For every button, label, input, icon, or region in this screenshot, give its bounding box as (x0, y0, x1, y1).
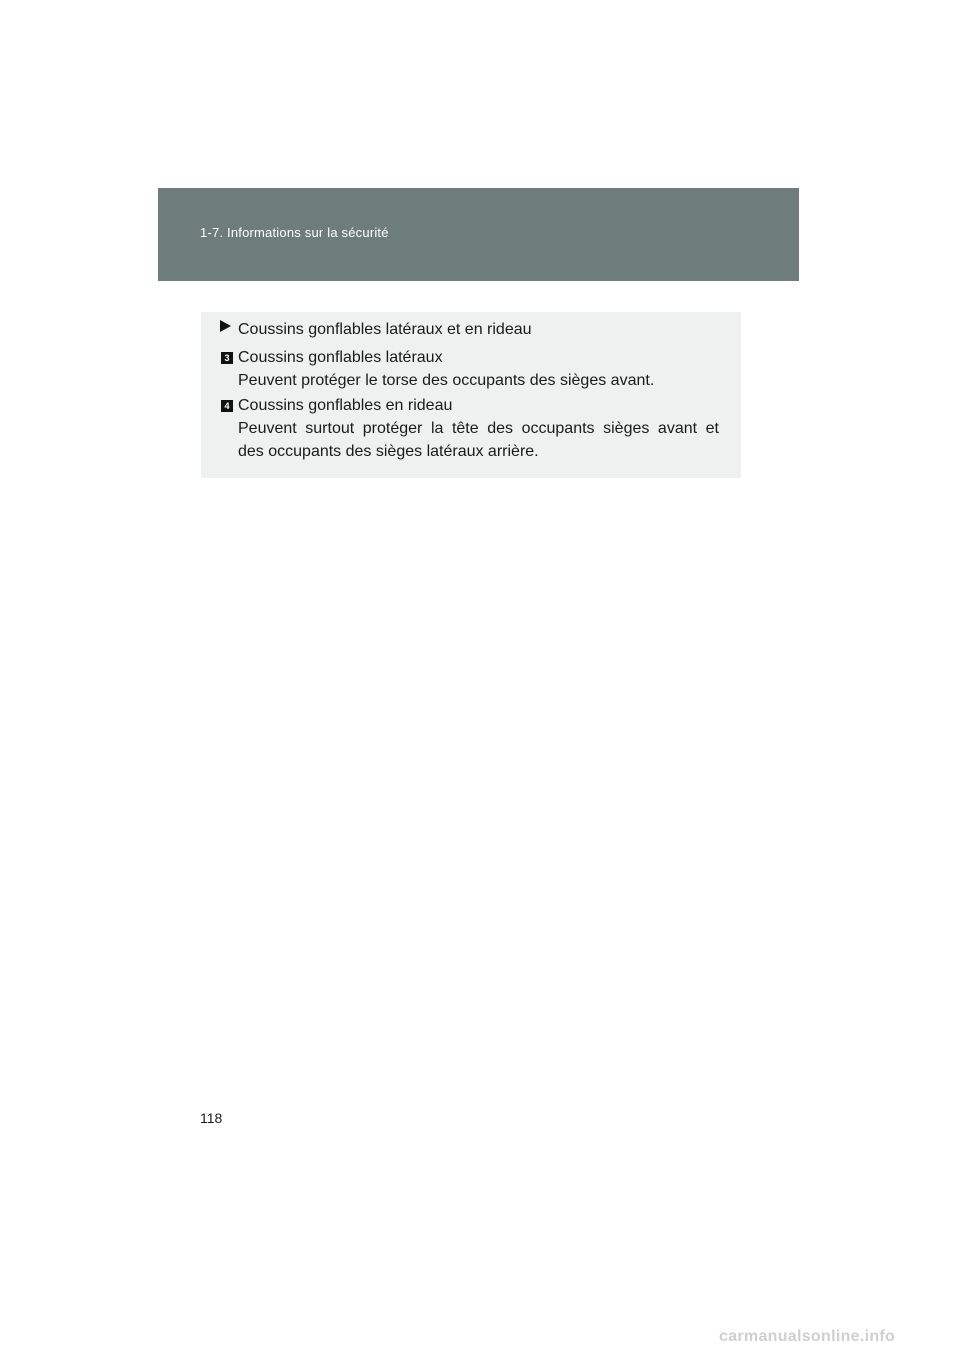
page-number: 118 (200, 1110, 223, 1126)
section-title: 1-7. Informations sur la sécurité (200, 225, 389, 240)
item-3-description: Peuvent protéger le torse des occupants des sièges avant. (238, 372, 655, 389)
item-4-title: Coussins gonflables en rideau (238, 397, 453, 414)
item-4-description-line-2: des occupants des sièges latéraux arrière. (238, 443, 539, 460)
watermark: carmanualsonline.info (719, 1328, 896, 1345)
info-box (201, 312, 741, 478)
subsection-heading: Coussins gonflables latéraux et en rideau (238, 321, 532, 338)
item-4-description-line-1: Peuvent surtout protéger la tête des occupants sièges avant et (238, 420, 719, 437)
arrow-bullet-icon (220, 320, 231, 332)
section-header-band (158, 188, 799, 281)
item-3-title: Coussins gonflables latéraux (238, 349, 443, 366)
number-4-icon: 4 (221, 400, 233, 412)
number-3-icon: 3 (221, 352, 233, 364)
